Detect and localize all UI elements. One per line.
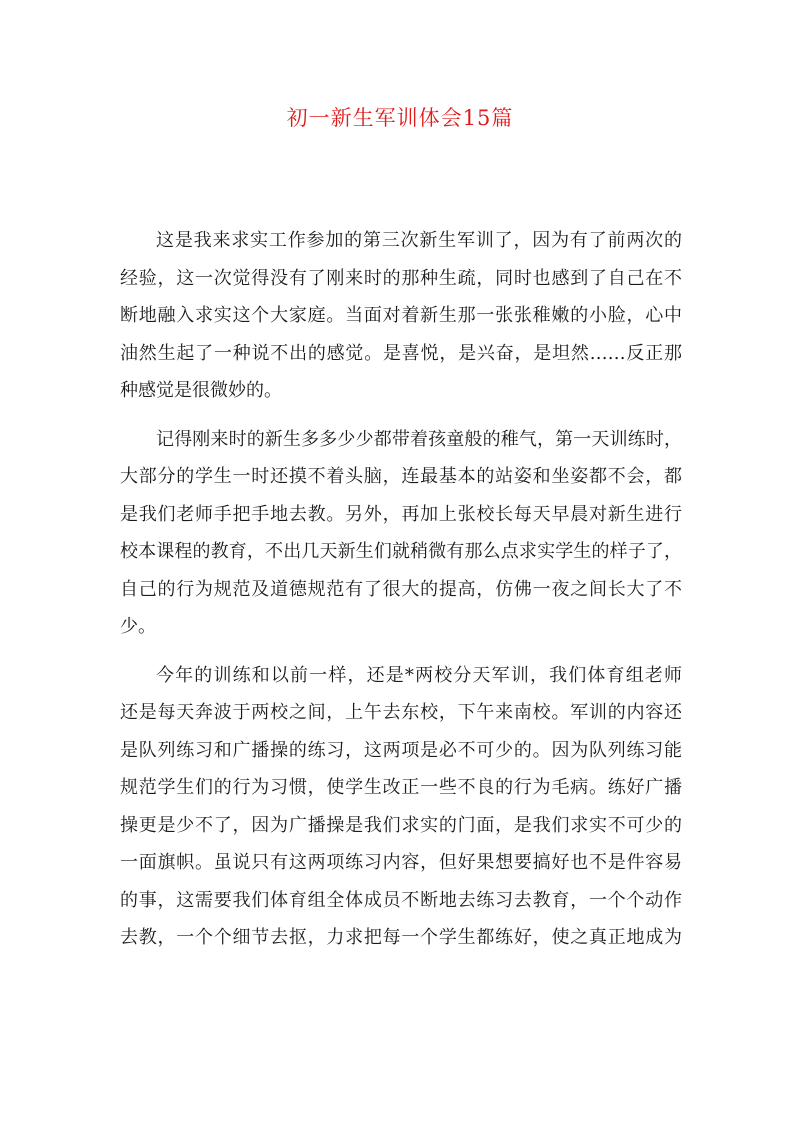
text-line: 还是每天奔波于两校之间，上午去东校，下午来南校。军训的内容还	[120, 702, 682, 723]
text-line: 规范学生们的行为习惯，使学生改正一些不良的行为毛病。练好广播	[120, 777, 682, 798]
text-line: 断地融入求实这个大家庭。当面对着新生那一张张稚嫩的小脸，心中	[120, 305, 682, 326]
text-line: 种感觉是很微妙的。	[120, 380, 282, 401]
document-title: 初一新生军训体会15篇	[286, 106, 514, 130]
text-line: 油然生起了一种说不出的感觉。是喜悦，是兴奋，是坦然……反正那	[120, 342, 682, 364]
text-line: 是我们老师手把手地去教。另外，再加上张校长每天早晨对新生进行	[120, 503, 682, 525]
text-line: 今年的训练和以前一样，还是*两校分天军训，我们体育组老师	[156, 664, 682, 686]
text-line: 去教，一个个细节去抠，力求把每一个学生都练好，使之真正地成为	[120, 927, 682, 948]
paragraph-2	[120, 421, 682, 646]
text-line: 操更是少不了，因为广播操是我们求实的门面，是我们求实不可少的	[120, 814, 682, 836]
text-line: 的事，这需要我们体育组全体成员不断地去练习去教育，一个个动作	[120, 889, 682, 911]
text-line: 是队列练习和广播操的练习，这两项是必不可少的。因为队列练习能	[120, 739, 682, 761]
text-line: 记得刚来时的新生多多少少都带着孩童般的稚气，第一天训练时，	[156, 428, 682, 450]
text-line: 经验，这一次觉得没有了刚来时的那种生疏，同时也感到了自己在不	[120, 267, 682, 289]
text-line: 少。	[120, 616, 156, 637]
text-line: 校本课程的教育，不出几天新生们就稍微有那么点求实学生的样子了，	[120, 541, 682, 562]
text-line: 大部分的学生一时还摸不着头脑，连最基本的站姿和坐姿都不会，都	[120, 466, 682, 487]
text-line: 自己的行为规范及道德规范有了很大的提高，仿佛一夜之间长大了不	[120, 578, 682, 600]
text-line: 一面旗帜。虽说只有这两项练习内容，但好果想要搞好也不是件容易	[120, 852, 682, 873]
document-body	[120, 222, 682, 968]
text-line: 这是我来求实工作参加的第三次新生军训了，因为有了前两次的	[156, 230, 682, 251]
paragraph-3	[120, 657, 682, 957]
paragraph-1	[120, 222, 682, 410]
